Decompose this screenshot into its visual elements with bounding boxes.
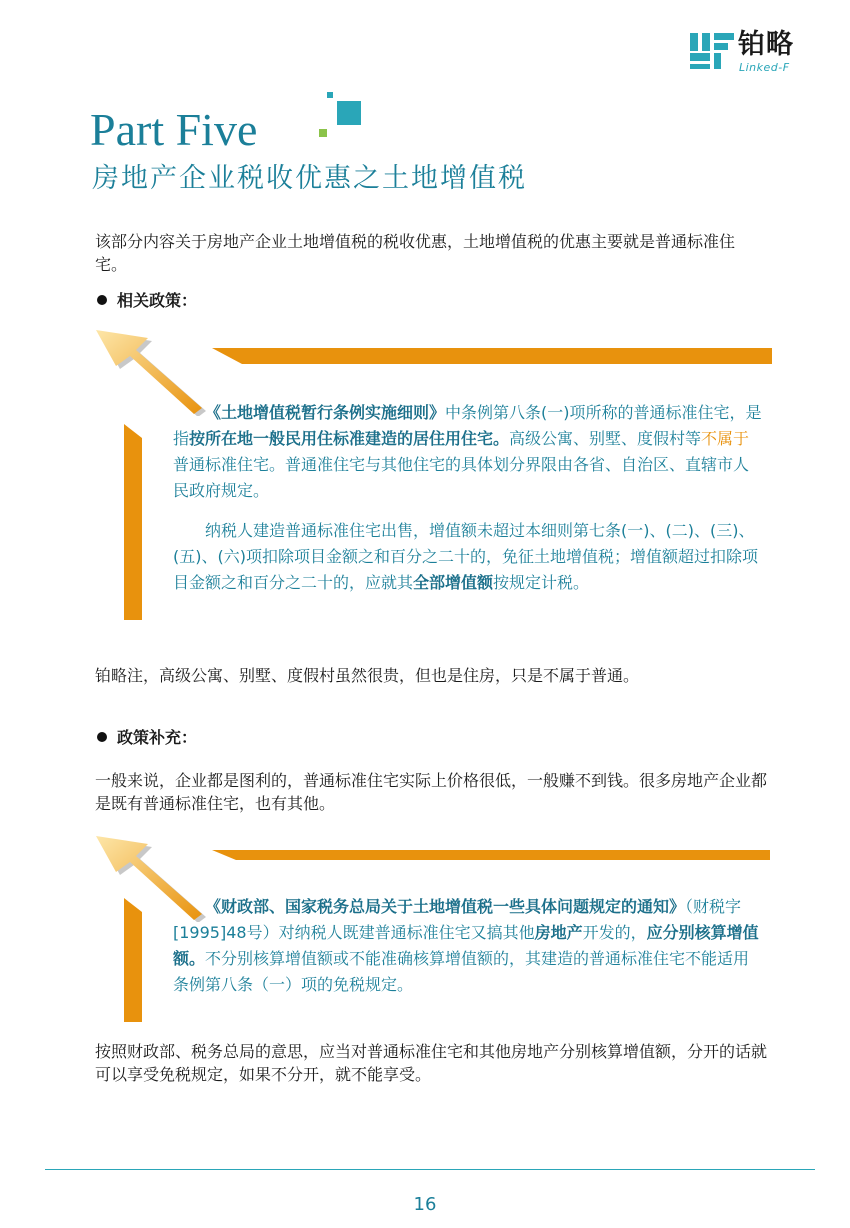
- part-title: Part Five: [90, 104, 258, 155]
- logo-text-en: Linked-F: [739, 61, 790, 74]
- page-number: 16: [413, 1194, 437, 1215]
- conclusion-paragraph: 按照财政部、税务总局的意思，应当对普通标准住宅和其他房地产分别核算增值额，分开的话就可以享受免税规定，如果不分开，就不能享受。: [95, 1042, 768, 1084]
- highlight-not-belong: 不属于: [701, 429, 750, 448]
- supplement-intro: 一般来说，企业都是图利的，普通标准住宅实际上价格很低，一般赚不到钱。很多房地产企业都是既有普通标准住宅，也有其他。: [95, 771, 768, 813]
- regulation-title: 《土地增值税暂行条例实施细则》: [205, 403, 446, 422]
- policy-callout-1: [173, 400, 763, 596]
- callout-top-bar: [212, 850, 770, 860]
- callout-top-bar: [212, 348, 772, 364]
- policy-callout-2: [173, 894, 763, 998]
- callout-side-bar: [124, 898, 142, 1022]
- brand-logo: [690, 28, 830, 76]
- logo-text-cn: 铂略: [738, 29, 794, 60]
- policy-paragraph-1: 《土地增值税暂行条例实施细则》中条例第八条(一)项所称的普通标准住宅，是指按所在地一般民用住标准建造的居住用住宅。高级公寓、别墅、度假村等不属于普通标准住宅。普通准住宅与其他住宅的具体划分界限由各省、自治区、直辖市人民政府规定。: [173, 403, 762, 500]
- notice-title: 《财政部、国家税务总局关于土地增值税一些具体问题规定的通知》: [205, 897, 686, 916]
- footer-divider: [45, 1169, 815, 1170]
- page-subtitle: 房地产企业税收优惠之土地增值税: [92, 163, 527, 194]
- policy-paragraph-3: 《财政部、国家税务总局关于土地增值税一些具体问题规定的通知》（财税字[1995]48号）对纳税人既建普通标准住宅又搞其他房地产开发的，应分别核算增值额。不分别核算增值额或不能准确核算增值额的，其建造的普通标准住宅不能适用条例第八条（一）项的免税规定。: [173, 897, 759, 994]
- bullet-icon: [97, 732, 107, 742]
- logo-mark-icon: [690, 31, 734, 71]
- note-paragraph: 铂略注，高级公寓、别墅、度假村虽然很贵，但也是住房，只是不属于普通。: [95, 666, 640, 685]
- bullet-icon: [97, 295, 107, 305]
- policy-paragraph-2: 纳税人建造普通标准住宅出售，增值额未超过本细则第七条(一)、(二)、(三)、(五)、(六)项扣除项目金额之和百分之二十的，免征土地增值税；增值额超过扣除项目金额之和百分之二十的，应就其全部增值额按规定计税。: [173, 521, 758, 592]
- section-heading-supplement: [97, 727, 197, 749]
- section-heading-text: 相关政策：: [117, 291, 198, 310]
- section-heading-policy: [97, 290, 197, 312]
- decor-square-small: [327, 92, 333, 98]
- decor-square-large: [337, 101, 361, 125]
- callout-side-bar: [124, 424, 142, 620]
- section-heading-text: 政策补充：: [117, 728, 198, 747]
- intro-paragraph: 该部分内容关于房地产企业土地增值税的税收优惠，土地增值税的优惠主要就是普通标准住宅。: [95, 232, 736, 274]
- decor-square-green: [319, 129, 327, 137]
